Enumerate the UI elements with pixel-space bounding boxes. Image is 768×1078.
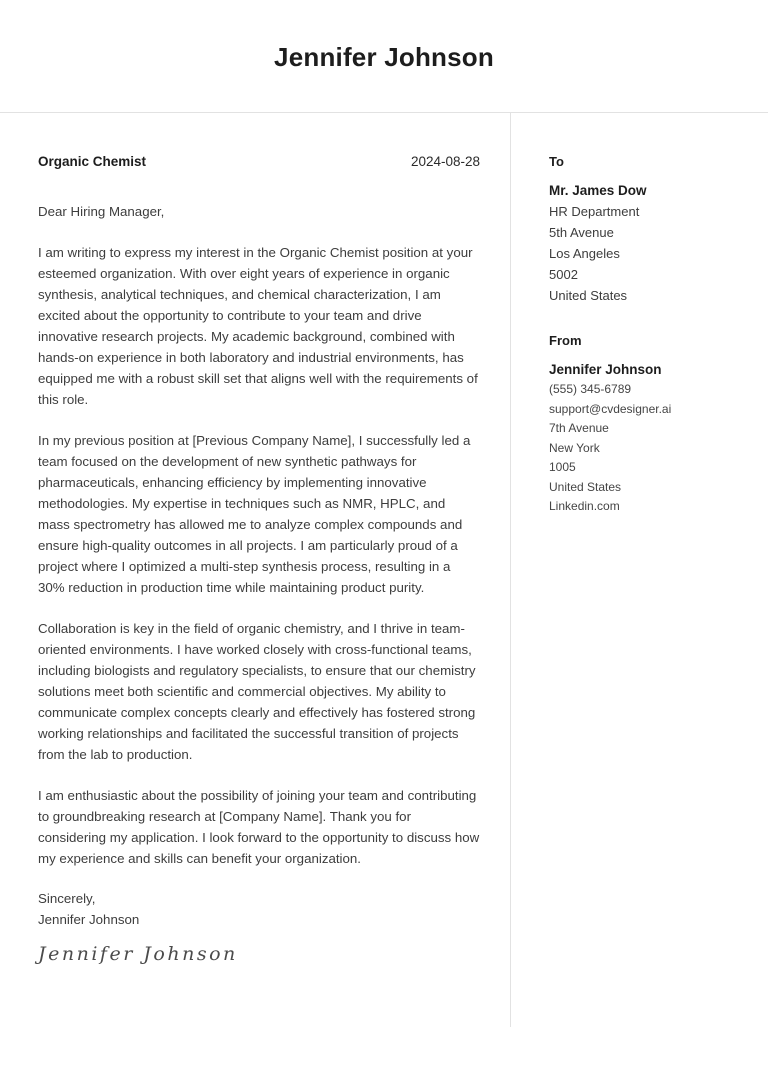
to-label: To [549,154,564,169]
sender-detail-line: 7th Avenue [549,421,609,435]
to-section [549,151,748,306]
body-paragraph-3: Collaboration is key in the field of organic chemistry, and I thrive in team-oriented environments. I have worked closely with cross-functional teams, including biologists and regulatory specialists, to ensure that our chemistry solutions meet both scientific and commercial objectives. My ability to communicate complex concepts clearly and effectively has fostered strong working relationships and facilitated the successful transition of projects from the lab to production. [38,621,476,762]
from-label: From [549,333,582,348]
sender-detail-line: 1005 [549,460,576,474]
sender-name: Jennifer Johnson [549,362,662,377]
sender-phone: (555) 345-6789 [549,382,632,396]
sender-email: support@cvdesigner.ai [549,401,672,416]
contact-sidebar [511,113,768,1027]
from-section [549,330,748,517]
body-paragraph-2: In my previous position at [Previous Company Name], I successfully led a team focused on the development of new synthetic pathways for pharmaceuticals, enhancing efficiency by implementing innovative methodologies. My expertise in techniques such as NMR, HPLC, and mass spectrometry has allowed me to analyze complex compounds and ensure high-quality outcomes in all projects. I am particularly proud of a project where I optimized a multi-step synthesis process, resulting in a 30% reduction in production time while maintaining product purity. [38,433,471,595]
applicant-name-heading: Jennifer Johnson [274,42,494,72]
recipient-detail-line: 5002 [549,267,578,282]
closing-line: Sincerely, [38,891,96,906]
sender-linkedin: Linkedin.com [549,499,620,513]
signer-name: Jennifer Johnson [38,912,140,927]
recipient-detail-line: United States [549,288,628,303]
body-paragraph-4: I am enthusiastic about the possibility of joining your team and contributing to groundbreaking research at [Company Name]. Thank you for considering my application. I look forward to the opportunity to discuss how my experience and skills can benefit your organization. [38,788,480,866]
recipient-detail-line: HR Department [549,204,640,219]
body-paragraph-1: I am writing to express my interest in the Organic Chemist position at your esteemed organization. With over eight years of experience in organic synthesis, analytical techniques, and chemical characterization, I am excited about the opportunity to contribute to your team and drive innovative research projects. My academic background, combined with hands-on experience in both laboratory and industrial environments, has equipped me with a robust skill set that aligns well with the requirements of this role. [38,245,478,407]
letter-body [0,113,768,1027]
closing-block [38,888,480,930]
letter-date: 2024-08-28 [410,154,480,169]
title-row [38,151,480,172]
letter-main-column [0,113,511,1027]
recipient-name: Mr. James Dow [549,183,647,198]
recipient-detail-line: Los Angeles [549,246,620,261]
sender-detail-line: New York [549,440,600,455]
recipient-detail-line: 5th Avenue [549,225,614,240]
sender-detail-line: United States [549,479,622,494]
job-title: Organic Chemist [38,154,147,169]
salutation: Dear Hiring Manager, [38,204,165,219]
letter-header [0,0,768,113]
handwritten-signature: Jennifer Johnson [38,943,238,965]
